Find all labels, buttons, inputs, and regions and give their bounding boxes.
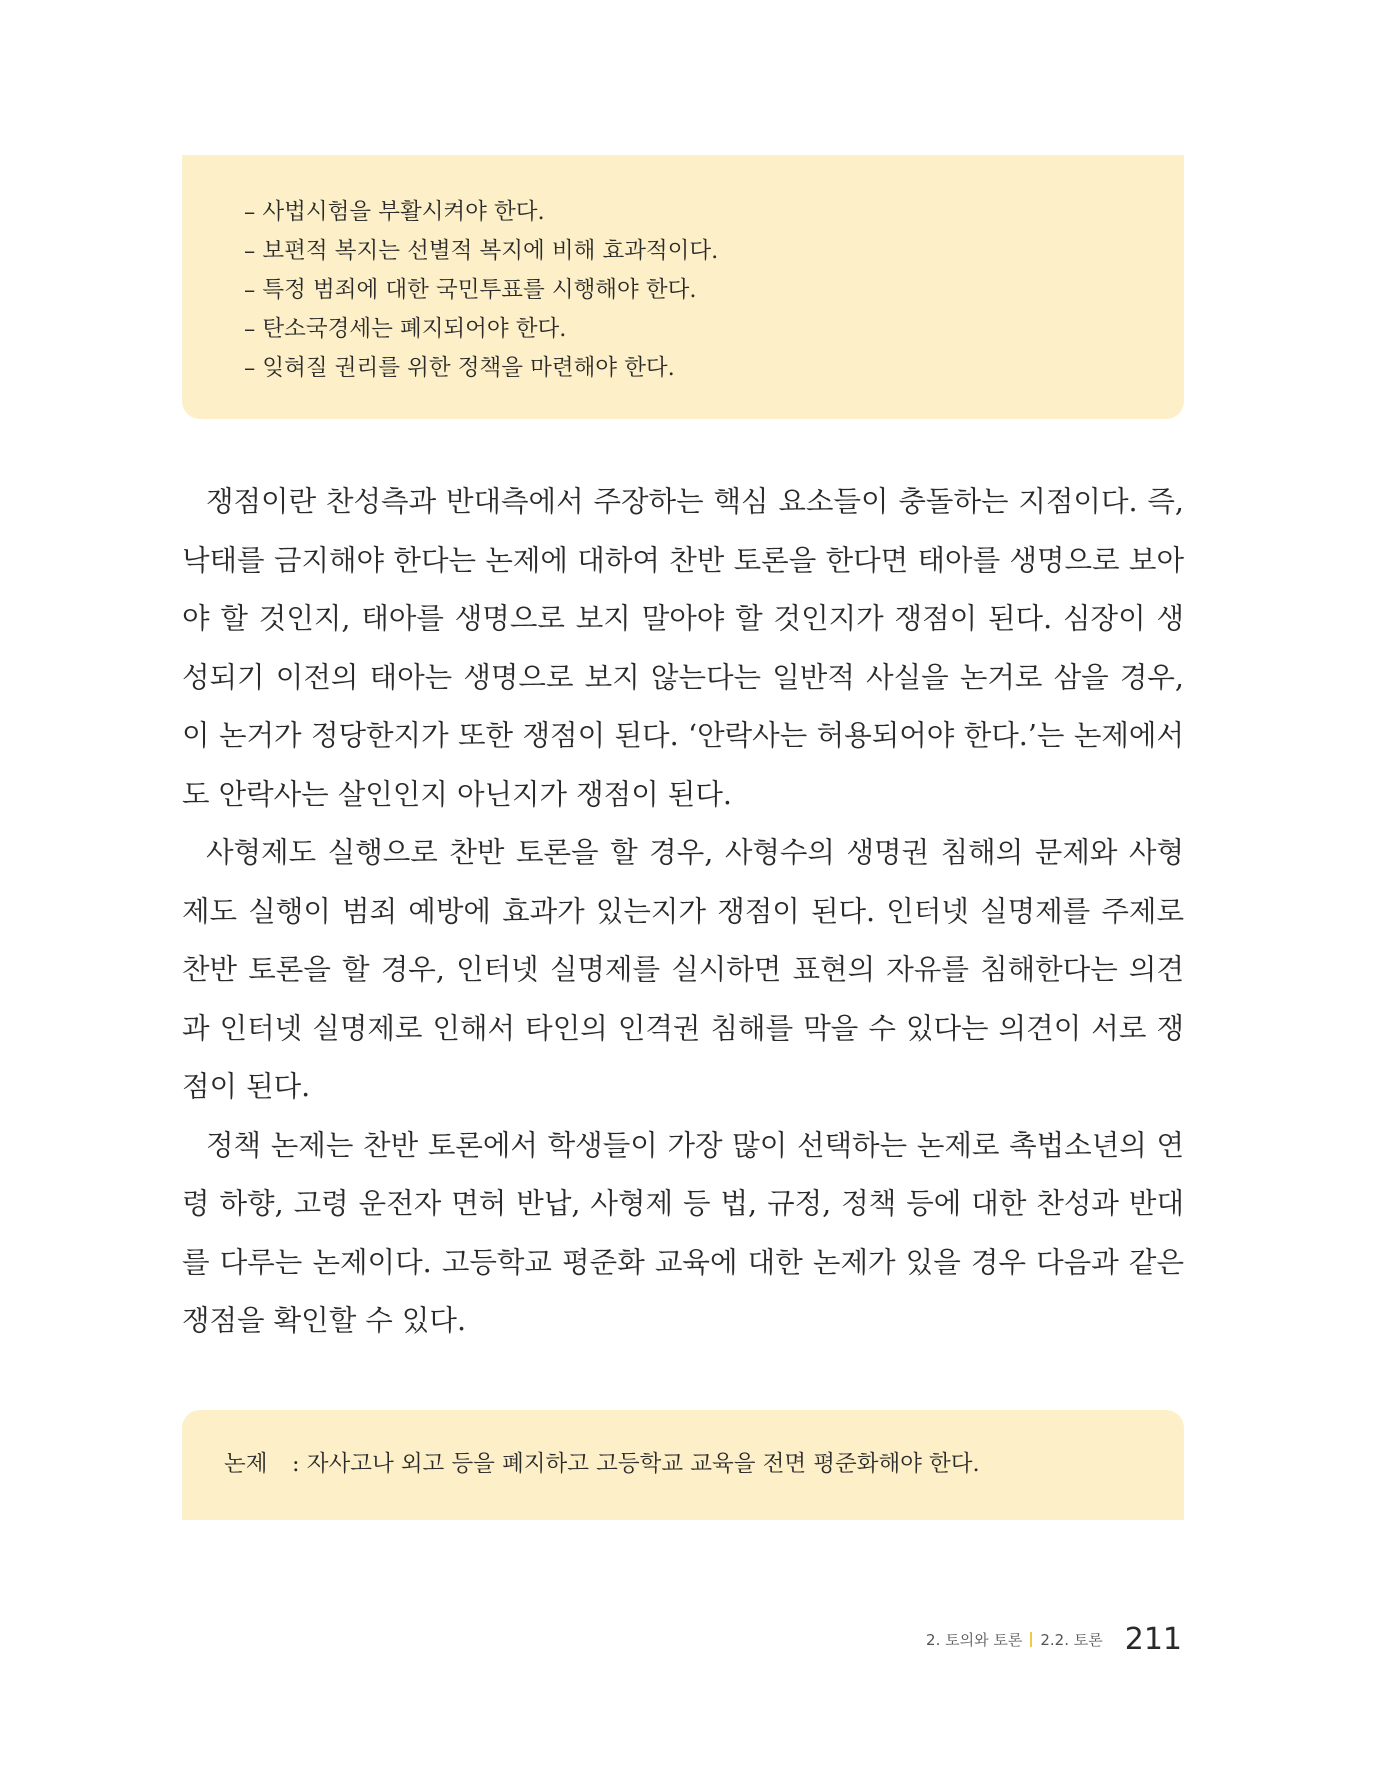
paragraph-3 (182, 1117, 1184, 1351)
footer-divider (1030, 1632, 1032, 1647)
resolution-list (244, 193, 1184, 388)
text-line: 령 하향, 고령 운전자 면허 반납, 사형제 등 법, 규정, 정책 등에 대한 찬성과 반대 (182, 1187, 1184, 1220)
text-line: 쟁점이란 찬성측과 반대측에서 주장하는 핵심 요소들이 충돌하는 지점이다. 즉, (206, 485, 1184, 518)
text-line: 성되기 이전의 태아는 생명으로 보지 않는다는 일반적 사실을 논거로 삼을 경우, (182, 660, 1184, 694)
resolution-text: : 자사고나 외고 등을 폐지하고 고등학교 교육을 전면 평준화해야 한다. (292, 1451, 980, 1477)
text-line: 쟁점을 확인할 수 있다. (182, 1304, 467, 1337)
body-text (182, 473, 1184, 1351)
paragraph-2 (182, 824, 1184, 1117)
resolution-box (182, 1410, 1184, 1520)
list-item: – 보편적 복지는 선별적 복지에 비해 효과적이다. (244, 238, 719, 264)
list-item: – 특정 범죄에 대한 국민투표를 시행해야 한다. (244, 277, 697, 303)
list-item: – 잊혀질 권리를 위한 정책을 마련해야 한다. (244, 355, 675, 381)
page-number: 211 (1124, 1622, 1182, 1657)
list-item: – 사법시험을 부활시켜야 한다. (244, 199, 545, 225)
text-line: 이 논거가 정당한지가 또한 쟁점이 된다. ‘안락사는 허용되어야 한다.’는 논제에서 (182, 719, 1184, 752)
text-line: 정책 논제는 찬반 토론에서 학생들이 가장 많이 선택하는 논제로 촉법소년의 연 (206, 1128, 1184, 1162)
text-line: 야 할 것인지, 태아를 생명으로 보지 말아야 할 것인지가 쟁점이 된다. 심장이 생 (182, 602, 1184, 635)
list-item: – 탄소국경세는 폐지되어야 한다. (244, 316, 567, 342)
text-line: 점이 된다. (182, 1070, 311, 1103)
text-line: 를 다루는 논제이다. 고등학교 평준화 교육에 대한 논제가 있을 경우 다음과 같은 (182, 1245, 1184, 1279)
text-line: 제도 실행이 범죄 예방에 효과가 있는지가 쟁점이 된다. 인터넷 실명제를 주제로 (182, 894, 1184, 928)
text-line: 과 인터넷 실명제로 인해서 타인의 인격권 침해를 막을 수 있다는 의견이 서로 쟁 (182, 1011, 1184, 1045)
resolution-label: 논제 (224, 1451, 268, 1477)
footer-chapter: 2. 토의와 토론 (926, 1631, 1023, 1649)
text-line: 사형제도 실행으로 찬반 토론을 할 경우, 사형수의 생명권 침해의 문제와 사형 (206, 836, 1184, 869)
paragraph-1 (182, 473, 1184, 824)
page-footer (0, 1622, 1182, 1662)
text-line: 낙태를 금지해야 한다는 논제에 대하여 찬반 토론을 한다면 태아를 생명으로 보아 (182, 543, 1184, 577)
text-line: 도 안락사는 살인인지 아닌지가 쟁점이 된다. (182, 777, 732, 811)
footer-section: 2.2. 토론 (1040, 1631, 1103, 1649)
text-line: 찬반 토론을 할 경우, 인터넷 실명제를 실시하면 표현의 자유를 침해한다는 의견 (182, 953, 1184, 986)
resolution-examples-box (182, 155, 1184, 419)
